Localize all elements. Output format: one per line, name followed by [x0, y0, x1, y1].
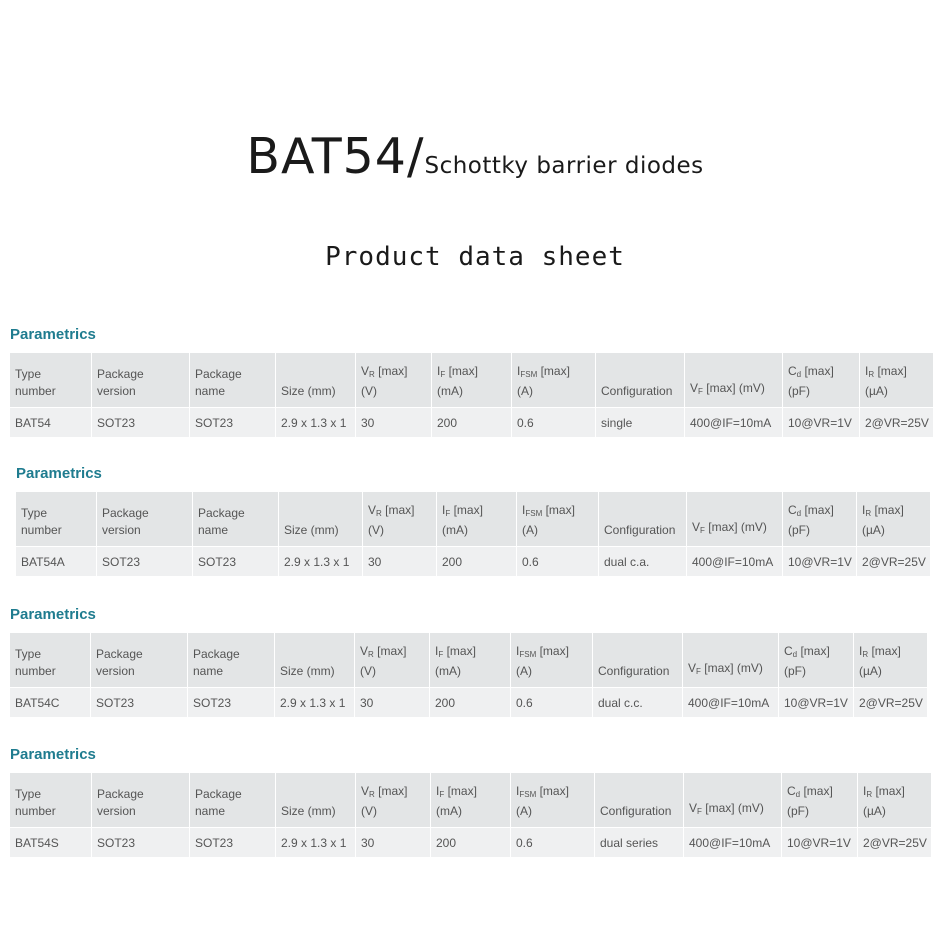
header-qualifier: [max] — [868, 644, 901, 658]
parametrics-section — [10, 604, 927, 717]
column-header-if — [437, 492, 517, 546]
header-subscript: R — [862, 650, 869, 659]
header-text: Configuration — [600, 804, 672, 818]
column-header-size — [276, 353, 356, 407]
header-subscript: d — [792, 650, 798, 659]
header-text: Package — [195, 787, 242, 801]
header-unit: (µA) — [865, 384, 888, 398]
header-symbol: C — [788, 503, 797, 517]
table-header-row — [10, 633, 927, 687]
header-text: Type — [21, 506, 48, 520]
header-qualifier: [max] — [536, 784, 569, 798]
part-description: Schottky barrier diodes — [424, 153, 704, 179]
header-unit: (mA) — [437, 384, 463, 398]
header-subscript: F — [697, 807, 702, 816]
parametrics-table — [10, 773, 931, 857]
cell-cd: 10@VR=1V — [783, 546, 857, 576]
header-symbol: V — [692, 520, 701, 534]
column-header-vf — [687, 492, 783, 546]
header-qualifier: [max] — [874, 364, 907, 378]
column-header-ir — [854, 633, 927, 687]
header-qualifier: [max] — [445, 364, 478, 378]
cell-type: BAT54S — [10, 827, 92, 857]
header-text: Size (mm) — [281, 804, 336, 818]
section-heading: Parametrics — [16, 465, 102, 482]
cell-config: single — [596, 407, 685, 437]
header-unit: (V) — [360, 664, 376, 678]
header-qualifier: [max] (mV) — [701, 801, 764, 815]
header-qualifier: [max] — [800, 784, 833, 798]
header-subscript: R — [369, 370, 375, 379]
column-header-ir — [858, 773, 931, 827]
column-header-ir — [860, 353, 933, 407]
cell-pkg-name: SOT23 — [188, 687, 275, 717]
section-heading: Parametrics — [10, 746, 96, 763]
column-header-type — [10, 353, 92, 407]
header-symbol: I — [435, 644, 439, 658]
header-qualifier: [max] — [542, 503, 575, 517]
column-header-size — [275, 633, 355, 687]
column-header-vr — [363, 492, 437, 546]
header-unit: (µA) — [862, 523, 885, 537]
column-header-ifsm — [511, 633, 593, 687]
header-text: Configuration — [598, 664, 670, 678]
column-header-vf — [684, 773, 782, 827]
document-title — [0, 128, 950, 185]
cell-ir: 2@VR=25V — [854, 687, 927, 717]
header-text: Package — [96, 647, 143, 661]
header-subscript: FSM — [519, 790, 537, 799]
cell-vf: 400@IF=10mA — [685, 407, 783, 437]
header-subscript: R — [376, 509, 382, 518]
cell-pkg-version: SOT23 — [97, 546, 193, 576]
column-header-ir — [857, 492, 930, 546]
header-text: Package — [195, 367, 242, 381]
header-subscript: F — [438, 650, 444, 659]
cell-vr: 30 — [356, 407, 432, 437]
header-qualifier: [max] — [444, 784, 477, 798]
header-text: version — [97, 804, 136, 818]
parametrics-section — [10, 324, 933, 437]
header-qualifier: [max] — [871, 503, 904, 517]
header-qualifier: [max] — [381, 503, 415, 517]
cell-cd: 10@VR=1V — [783, 407, 860, 437]
header-symbol: V — [361, 784, 370, 798]
header-symbol: I — [863, 784, 867, 798]
header-subscript: F — [440, 370, 446, 379]
cell-if: 200 — [432, 407, 512, 437]
header-qualifier: [max] (mV) — [700, 661, 763, 675]
column-header-pkg-version — [92, 773, 190, 827]
header-qualifier: [max] — [801, 364, 834, 378]
cell-if: 200 — [437, 546, 517, 576]
column-header-config — [596, 353, 685, 407]
header-subscript: F — [439, 790, 445, 799]
table-row — [10, 687, 927, 717]
cell-config: dual series — [595, 827, 684, 857]
column-header-pkg-name — [190, 353, 276, 407]
header-text: number — [21, 523, 62, 537]
header-qualifier: [max] — [797, 644, 830, 658]
header-symbol: I — [862, 503, 866, 517]
header-unit: (V) — [361, 384, 377, 398]
header-symbol: V — [360, 644, 369, 658]
header-symbol: I — [517, 364, 521, 378]
header-qualifier: [max] — [450, 503, 483, 517]
section-heading: Parametrics — [10, 606, 96, 623]
header-unit: (A) — [517, 384, 533, 398]
column-header-cd — [783, 492, 857, 546]
column-header-vr — [356, 773, 431, 827]
header-symbol: C — [787, 784, 796, 798]
table-header-row — [16, 492, 930, 546]
column-header-pkg-name — [193, 492, 279, 546]
header-symbol: V — [690, 381, 699, 395]
header-text: Configuration — [601, 384, 673, 398]
column-header-pkg-name — [190, 773, 276, 827]
header-text: Size (mm) — [281, 384, 336, 398]
column-header-pkg-name — [188, 633, 275, 687]
column-header-size — [279, 492, 363, 546]
header-symbol: I — [516, 644, 520, 658]
parametrics-section — [16, 463, 930, 576]
cell-type: BAT54C — [10, 687, 91, 717]
header-symbol: I — [436, 784, 440, 798]
header-text: version — [102, 523, 141, 537]
header-text: Package — [97, 787, 144, 801]
column-header-ifsm — [512, 353, 596, 407]
column-header-if — [432, 353, 512, 407]
header-subscript: d — [795, 790, 801, 799]
header-qualifier: [max] — [537, 364, 570, 378]
column-header-ifsm — [511, 773, 595, 827]
column-header-pkg-version — [97, 492, 193, 546]
column-header-vf — [685, 353, 783, 407]
header-text: Package — [102, 506, 149, 520]
header-subscript: FSM — [519, 650, 537, 659]
cell-size: 2.9 x 1.3 x 1 — [275, 687, 355, 717]
header-unit: (A) — [516, 804, 532, 818]
column-header-config — [595, 773, 684, 827]
table-header-row — [10, 353, 933, 407]
column-header-type — [10, 773, 92, 827]
cell-ir: 2@VR=25V — [857, 546, 930, 576]
column-header-size — [276, 773, 356, 827]
header-qualifier: [max] — [374, 364, 408, 378]
header-unit: (A) — [522, 523, 538, 537]
cell-ir: 2@VR=25V — [858, 827, 931, 857]
table-row — [10, 827, 931, 857]
parametrics-table — [16, 492, 930, 576]
header-subscript: R — [866, 790, 873, 799]
header-text: Configuration — [604, 523, 676, 537]
column-header-pkg-version — [91, 633, 188, 687]
column-header-vr — [356, 353, 432, 407]
column-header-type — [10, 633, 91, 687]
column-header-if — [431, 773, 511, 827]
cell-ifsm: 0.6 — [517, 546, 599, 576]
table-header-row — [10, 773, 931, 827]
header-symbol: I — [865, 364, 869, 378]
header-subscript: d — [796, 509, 802, 518]
cell-pkg-name: SOT23 — [190, 407, 276, 437]
parametrics-table — [10, 633, 927, 717]
header-subscript: R — [868, 370, 875, 379]
header-subscript: F — [700, 526, 705, 535]
header-qualifier: [max] — [373, 644, 407, 658]
header-text: name — [198, 523, 229, 537]
column-header-config — [593, 633, 683, 687]
header-symbol: V — [368, 503, 377, 517]
header-text: number — [15, 384, 56, 398]
cell-pkg-name: SOT23 — [193, 546, 279, 576]
cell-ifsm: 0.6 — [511, 687, 593, 717]
header-subscript: FSM — [525, 509, 543, 518]
column-header-cd — [779, 633, 854, 687]
header-text: name — [193, 664, 224, 678]
column-header-vf — [683, 633, 779, 687]
header-subscript: d — [796, 370, 802, 379]
cell-type: BAT54A — [16, 546, 97, 576]
header-text: Package — [97, 367, 144, 381]
header-text: Type — [15, 647, 42, 661]
header-symbol: C — [788, 364, 797, 378]
header-text: Package — [193, 647, 240, 661]
header-symbol: V — [689, 801, 698, 815]
cell-if: 200 — [431, 827, 511, 857]
header-qualifier: [max] (mV) — [704, 520, 767, 534]
header-symbol: C — [784, 644, 793, 658]
header-text: Type — [15, 367, 42, 381]
header-qualifier: [max] — [536, 644, 569, 658]
header-symbol: I — [442, 503, 446, 517]
column-header-if — [430, 633, 511, 687]
cell-config: dual c.a. — [599, 546, 687, 576]
header-qualifier: [max] — [872, 784, 905, 798]
cell-vr: 30 — [355, 687, 430, 717]
header-unit: (pF) — [784, 664, 806, 678]
cell-type: BAT54 — [10, 407, 92, 437]
header-text: number — [15, 804, 56, 818]
header-subscript: FSM — [520, 370, 538, 379]
header-subscript: R — [369, 790, 375, 799]
cell-cd: 10@VR=1V — [779, 687, 854, 717]
header-text: name — [195, 384, 226, 398]
section-heading: Parametrics — [10, 326, 96, 343]
cell-size: 2.9 x 1.3 x 1 — [279, 546, 363, 576]
header-text: Size (mm) — [280, 664, 335, 678]
cell-ifsm: 0.6 — [511, 827, 595, 857]
header-text: version — [97, 384, 136, 398]
cell-ir: 2@VR=25V — [860, 407, 933, 437]
header-text: number — [15, 664, 56, 678]
header-qualifier: [max] — [443, 644, 476, 658]
cell-pkg-version: SOT23 — [91, 687, 188, 717]
header-text: Package — [198, 506, 245, 520]
header-subscript: F — [698, 387, 703, 396]
header-symbol: I — [516, 784, 520, 798]
header-unit: (mA) — [435, 664, 461, 678]
header-unit: (V) — [361, 804, 377, 818]
column-header-type — [16, 492, 97, 546]
header-unit: (mA) — [436, 804, 462, 818]
cell-vf: 400@IF=10mA — [684, 827, 782, 857]
header-unit: (pF) — [788, 523, 810, 537]
header-subscript: F — [696, 667, 701, 676]
cell-size: 2.9 x 1.3 x 1 — [276, 827, 356, 857]
header-text: Size (mm) — [284, 523, 339, 537]
column-header-cd — [782, 773, 858, 827]
header-unit: (pF) — [788, 384, 810, 398]
header-unit: (A) — [516, 664, 532, 678]
column-header-ifsm — [517, 492, 599, 546]
header-qualifier: [max] — [801, 503, 834, 517]
header-unit: (V) — [368, 523, 384, 537]
part-number: BAT54/ — [246, 128, 425, 185]
document-subtitle: Product data sheet — [325, 242, 625, 272]
column-header-vr — [355, 633, 430, 687]
parametrics-section — [10, 744, 931, 857]
table-row — [16, 546, 930, 576]
cell-pkg-version: SOT23 — [92, 407, 190, 437]
header-symbol: I — [437, 364, 441, 378]
header-text: version — [96, 664, 135, 678]
header-qualifier: [max] — [374, 784, 408, 798]
cell-ifsm: 0.6 — [512, 407, 596, 437]
cell-pkg-name: SOT23 — [190, 827, 276, 857]
cell-size: 2.9 x 1.3 x 1 — [276, 407, 356, 437]
header-symbol: V — [688, 661, 697, 675]
header-symbol: I — [522, 503, 526, 517]
header-text: Type — [15, 787, 42, 801]
parametrics-table — [10, 353, 933, 437]
table-row — [10, 407, 933, 437]
cell-vr: 30 — [356, 827, 431, 857]
cell-if: 200 — [430, 687, 511, 717]
header-subscript: F — [445, 509, 451, 518]
header-symbol: I — [859, 644, 863, 658]
header-qualifier: [max] (mV) — [702, 381, 765, 395]
cell-vr: 30 — [363, 546, 437, 576]
cell-vf: 400@IF=10mA — [683, 687, 779, 717]
header-subscript: R — [368, 650, 374, 659]
header-subscript: R — [865, 509, 872, 518]
header-unit: (pF) — [787, 804, 809, 818]
column-header-cd — [783, 353, 860, 407]
cell-pkg-version: SOT23 — [92, 827, 190, 857]
cell-cd: 10@VR=1V — [782, 827, 858, 857]
cell-config: dual c.c. — [593, 687, 683, 717]
header-unit: (µA) — [863, 804, 886, 818]
cell-vf: 400@IF=10mA — [687, 546, 783, 576]
header-unit: (mA) — [442, 523, 468, 537]
column-header-pkg-version — [92, 353, 190, 407]
header-unit: (µA) — [859, 664, 882, 678]
header-symbol: V — [361, 364, 370, 378]
header-text: name — [195, 804, 226, 818]
column-header-config — [599, 492, 687, 546]
